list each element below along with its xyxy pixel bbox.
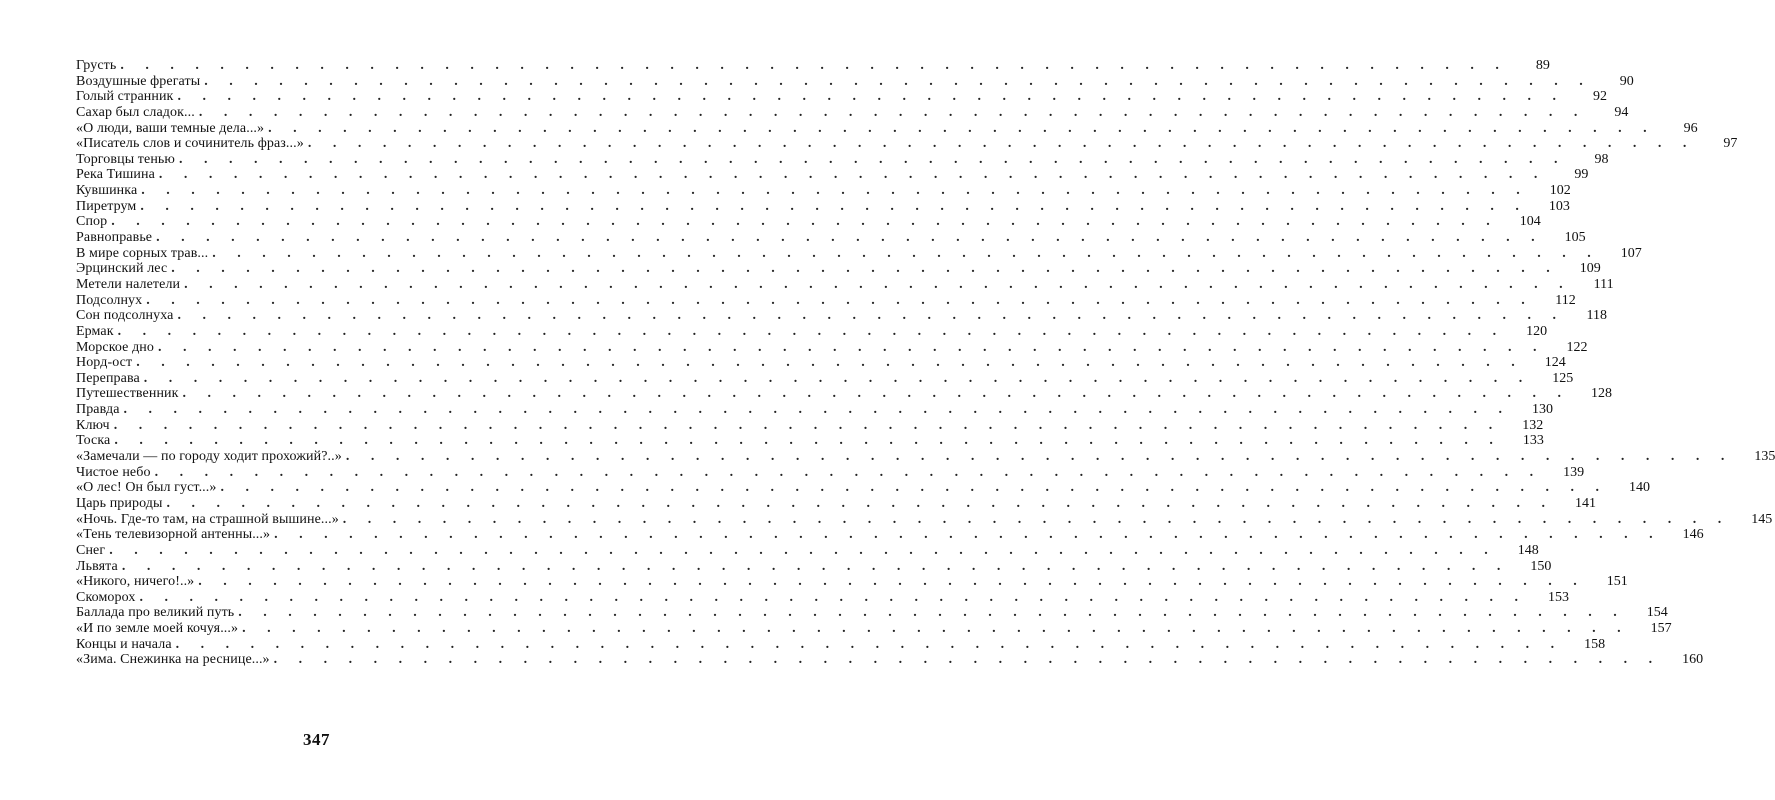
toc-leader-dots: . . . . . . . . . . . . . . . . . . . . . . . . . . . . . . . . . . . . . . . . . . . . . . . . . . . . . . . . bbox=[342, 511, 1731, 527]
toc-entry-title: «Зима. Снежинка на реснице...» bbox=[76, 652, 270, 668]
toc-entry bbox=[76, 589, 1569, 606]
toc-entry-title: Морское дно bbox=[76, 339, 155, 355]
toc-leader-dots: . . . . . . . . . . . . . . . . . . . . . . . . . . . . . . . . . . . . . . . . . . . . . . . . . . . . . . . . bbox=[198, 104, 1587, 120]
toc-leader-dots: . . . . . . . . . . . . . . . . . . . . . . . . . . . . . . . . . . . . . . . . . . . . . . . . . . . . . . . . bbox=[140, 198, 1528, 214]
toc-entry bbox=[76, 511, 1773, 528]
toc-entry bbox=[76, 58, 1550, 74]
toc-entry bbox=[76, 339, 1588, 356]
toc-entry-title: Грусть bbox=[76, 58, 117, 73]
toc-entry-page: 132 bbox=[1522, 417, 1544, 433]
toc-entry-page: 157 bbox=[1650, 621, 1672, 637]
toc-entry-title: Баллада про великий путь bbox=[76, 605, 235, 621]
toc-entry-title: Сахар был сладок... bbox=[76, 104, 195, 120]
toc-leader-dots: . . . . . . . . . . . . . . . . . . . . . . . . . . . . . . . . . . . . . . . . . . . . . . . . . . . . . . . . bbox=[121, 558, 1510, 574]
toc-entry-title: Воздушные фрегаты bbox=[76, 73, 201, 89]
toc-entry bbox=[76, 136, 1738, 152]
toc-entry bbox=[76, 73, 1634, 90]
toc-entry-page: 133 bbox=[1522, 433, 1544, 449]
toc-leader-dots: . . . . . . . . . . . . . . . . . . . . . . . . . . . . . . . . . . . . . . . . . . . . . . . . . . . . . . . . bbox=[274, 527, 1662, 543]
toc-entry bbox=[76, 386, 1613, 402]
toc-entry bbox=[76, 276, 1614, 293]
toc-entry-title: Подсолнух bbox=[76, 292, 143, 308]
toc-leader-dots: . . . . . . . . . . . . . . . . . . . . . . . . . . . . . . . . . . . . . . . . . . . . . . . . . . . . . . . . bbox=[175, 636, 1564, 652]
toc-entry-page: 112 bbox=[1555, 292, 1576, 308]
toc-entry-page: 148 bbox=[1517, 542, 1539, 558]
toc-leader-dots: . . . . . . . . . . . . . . . . . . . . . . . . . . . . . . . . . . . . . . . . . . . . . . . . . . . . . . . . bbox=[177, 308, 1565, 324]
toc-entry-title: «О люди, ваши темные дела...» bbox=[76, 120, 265, 136]
toc-entry-title: «Никого, ничего!..» bbox=[76, 574, 195, 590]
toc-entry-page: 97 bbox=[1723, 136, 1738, 152]
toc-entry-title: Тоска bbox=[76, 433, 111, 449]
toc-entry-page: 122 bbox=[1566, 339, 1588, 355]
toc-entry-page: 154 bbox=[1646, 605, 1668, 621]
toc-entry-title: Метели налетели bbox=[76, 276, 181, 292]
toc-leader-dots: . . . . . . . . . . . . . . . . . . . . . . . . . . . . . . . . . . . . . . . . . . . . . . . . . . . . . . . . bbox=[242, 621, 1630, 637]
toc-entry-title: Пиретрум bbox=[76, 198, 137, 214]
toc-entry-page: 89 bbox=[1535, 58, 1550, 73]
toc-leader-dots: . . . . . . . . . . . . . . . . . . . . . . . . . . . . . . . . . . . . . . . . . . . . . . . . . . . . . . . . bbox=[177, 89, 1565, 105]
toc-entry-page: 109 bbox=[1579, 261, 1601, 277]
toc-leader-dots: . . . . . . . . . . . . . . . . . . . . . . . . . . . . . . . . . . . . . . . . . . . . . . . . . . . . . . . . bbox=[198, 574, 1586, 590]
toc-leader-dots: . . . . . . . . . . . . . . . . . . . . . . . . . . . . . . . . . . . . . . . . . . . . . . . . . . . . . . . . bbox=[273, 652, 1662, 668]
toc-entry-page: 125 bbox=[1552, 370, 1574, 386]
toc-entry bbox=[76, 120, 1698, 137]
toc-entry bbox=[76, 542, 1539, 559]
toc-entry-page: 120 bbox=[1526, 323, 1548, 339]
toc-leader-dots: . . . . . . . . . . . . . . . . . . . . . . . . . . . . . . . . . . . . . . . . . . . . . . . . . . . . . . . . bbox=[120, 58, 1508, 73]
toc-leader-dots: . . . . . . . . . . . . . . . . . . . . . . . . . . . . . . . . . . . . . . . . . . . . . . . . . . . . . . . . bbox=[143, 370, 1532, 386]
toc-entry bbox=[76, 151, 1609, 168]
toc-entry-page: 145 bbox=[1751, 511, 1773, 527]
toc-entry-title: Торговцы тенью bbox=[76, 151, 175, 167]
toc-entry-page: 104 bbox=[1519, 214, 1541, 230]
toc-entry-title: Равноправье bbox=[76, 230, 153, 246]
toc-entry-page: 111 bbox=[1593, 276, 1614, 292]
toc-entry-page: 139 bbox=[1563, 464, 1585, 480]
toc-entry-page: 107 bbox=[1620, 245, 1642, 261]
toc-leader-dots: . . . . . . . . . . . . . . . . . . . . . . . . . . . . . . . . . . . . . . . . . . . . . . . . . . . . . . . . bbox=[146, 292, 1534, 308]
toc-entry bbox=[76, 355, 1566, 371]
toc-entry bbox=[76, 636, 1606, 653]
toc-entry bbox=[76, 449, 1775, 465]
toc-entry-page: 151 bbox=[1606, 574, 1628, 590]
toc-entry bbox=[76, 183, 1571, 199]
toc-leader-dots: . . . . . . . . . . . . . . . . . . . . . . . . . . . . . . . . . . . . . . . . . . . . . . . . . . . . . . . . bbox=[238, 605, 1626, 621]
toc-entry bbox=[76, 292, 1576, 309]
toc-leader-dots: . . . . . . . . . . . . . . . . . . . . . . . . . . . . . . . . . . . . . . . . . . . . . . . . . . . . . . . . bbox=[123, 402, 1512, 418]
toc-entry-title: Сон подсолнуха bbox=[76, 308, 174, 324]
toc-entry bbox=[76, 402, 1554, 418]
toc-leader-dots: . . . . . . . . . . . . . . . . . . . . . . . . . . . . . . . . . . . . . . . . . . . . . . . . . . . . . . . . bbox=[268, 120, 1656, 136]
toc-leader-dots: . . . . . . . . . . . . . . . . . . . . . . . . . . . . . . . . . . . . . . . . . . . . . . . . . . . . . . . . bbox=[212, 245, 1600, 261]
toc-entry-page: 124 bbox=[1544, 355, 1566, 371]
toc-entry bbox=[76, 167, 1589, 183]
toc-leader-dots: . . . . . . . . . . . . . . . . . . . . . . . . . . . . . . . . . . . . . . . . . . . . . . . . . . . . . . . . bbox=[166, 495, 1555, 511]
toc-entry-page: 99 bbox=[1574, 167, 1589, 183]
toc-leader-dots: . . . . . . . . . . . . . . . . . . . . . . . . . . . . . . . . . . . . . . . . . . . . . . . . . . . . . . . . bbox=[156, 230, 1544, 246]
toc-entry-page: 94 bbox=[1614, 104, 1629, 120]
toc-entry-page: 105 bbox=[1564, 230, 1586, 246]
toc-entry-page: 153 bbox=[1547, 589, 1569, 605]
toc-leader-dots: . . . . . . . . . . . . . . . . . . . . . . . . . . . . . . . . . . . . . . . . . . . . . . . . . . . . . . . . bbox=[136, 355, 1524, 371]
toc-entry bbox=[76, 480, 1650, 496]
toc-leader-dots: . . . . . . . . . . . . . . . . . . . . . . . . . . . . . . . . . . . . . . . . . . . . . . . . . . . . . . . . bbox=[178, 151, 1567, 167]
toc-entry-title: «О лес! Он был густ...» bbox=[76, 480, 217, 496]
toc-entry-page: 141 bbox=[1575, 495, 1597, 511]
toc-entry bbox=[76, 652, 1704, 668]
toc-entry-title: «Ночь. Где-то там, на страшной вышине...» bbox=[76, 511, 339, 527]
toc-entry-title: Царь природы bbox=[76, 495, 163, 511]
toc-leader-dots: . . . . . . . . . . . . . . . . . . . . . . . . . . . . . . . . . . . . . . . . . . . . . . . . . . . . . . . . bbox=[220, 480, 1608, 496]
toc-entry bbox=[76, 605, 1668, 621]
toc-entry-title: Путешественник bbox=[76, 386, 179, 402]
table-of-contents bbox=[76, 58, 1775, 668]
toc-entry bbox=[76, 433, 1544, 449]
page-number: 347 bbox=[303, 730, 330, 749]
toc-entry-title: Концы и начала bbox=[76, 636, 172, 652]
toc-entry-page: 146 bbox=[1682, 527, 1704, 543]
toc-leader-dots: . . . . . . . . . . . . . . . . . . . . . . . . . . . . . . . . . . . . . . . . . . . . . . . . . . . . . . . . bbox=[307, 136, 1696, 152]
toc-entry bbox=[76, 230, 1586, 246]
toc-entry-page: 130 bbox=[1532, 402, 1554, 418]
toc-entry-page: 150 bbox=[1530, 558, 1552, 574]
toc-leader-dots: . . . . . . . . . . . . . . . . . . . . . . . . . . . . . . . . . . . . . . . . . . . . . . . . . . . . . . . . bbox=[158, 167, 1547, 183]
toc-leader-dots: . . . . . . . . . . . . . . . . . . . . . . . . . . . . . . . . . . . . . . . . . . . . . . . . . . . . . . . . bbox=[141, 183, 1529, 199]
toc-leader-dots: . . . . . . . . . . . . . . . . . . . . . . . . . . . . . . . . . . . . . . . . . . . . . . . . . . . . . . . . bbox=[158, 339, 1546, 355]
toc-entry bbox=[76, 308, 1607, 324]
toc-entry bbox=[76, 417, 1544, 434]
toc-entry-title: Чистое небо bbox=[76, 464, 151, 480]
toc-entry-title: Эрцинский лес bbox=[76, 261, 168, 277]
toc-leader-dots: . . . . . . . . . . . . . . . . . . . . . . . . . . . . . . . . . . . . . . . . . . . . . . . . . . . . . . . . bbox=[171, 261, 1559, 277]
toc-entry-title: «Писатель слов и сочинитель фраз...» bbox=[76, 136, 304, 152]
toc-entry bbox=[76, 621, 1672, 637]
toc-leader-dots: . . . . . . . . . . . . . . . . . . . . . . . . . . . . . . . . . . . . . . . . . . . . . . . . . . . . . . . . bbox=[204, 73, 1592, 89]
toc-leader-dots: . . . . . . . . . . . . . . . . . . . . . . . . . . . . . . . . . . . . . . . . . . . . . . . . . . . . . . . . bbox=[109, 542, 1497, 558]
toc-entry-title: Правда bbox=[76, 402, 120, 418]
toc-leader-dots: . . . . . . . . . . . . . . . . . . . . . . . . . . . . . . . . . . . . . . . . . . . . . . . . . . . . . . . . bbox=[114, 433, 1502, 449]
toc-entry-page: 135 bbox=[1754, 449, 1775, 465]
toc-entry bbox=[76, 104, 1629, 121]
toc-entry-title: Львята bbox=[76, 558, 118, 574]
toc-entry-title: Ермак bbox=[76, 323, 114, 339]
toc-entry bbox=[76, 574, 1628, 590]
toc-entry-page: 90 bbox=[1619, 73, 1634, 89]
toc-leader-dots: . . . . . . . . . . . . . . . . . . . . . . . . . . . . . . . . . . . . . . . . . . . . . . . . . . . . . . . . bbox=[113, 417, 1502, 433]
toc-entry-page: 140 bbox=[1628, 480, 1650, 496]
toc-entry bbox=[76, 214, 1541, 230]
toc-leader-dots: . . . . . . . . . . . . . . . . . . . . . . . . . . . . . . . . . . . . . . . . . . . . . . . . . . . . . . . . bbox=[111, 214, 1499, 230]
toc-entry-title: «Тень телевизорной антенны...» bbox=[76, 527, 271, 543]
toc-entry-page: 102 bbox=[1549, 183, 1571, 199]
toc-entry bbox=[76, 370, 1574, 387]
toc-entry bbox=[76, 245, 1642, 262]
toc-entry-title: Ключ bbox=[76, 417, 110, 433]
toc-leader-dots: . . . . . . . . . . . . . . . . . . . . . . . . . . . . . . . . . . . . . . . . . . . . . . . . . . . . . . . . bbox=[184, 276, 1572, 292]
toc-entry-title: «Замечали — по городу ходит прохожий?..» bbox=[76, 449, 342, 465]
toc-entry bbox=[76, 527, 1704, 543]
toc-entry-page: 103 bbox=[1548, 198, 1570, 214]
toc-entry bbox=[76, 323, 1548, 340]
toc-entry-page: 158 bbox=[1584, 636, 1606, 652]
toc-entry bbox=[76, 198, 1570, 215]
toc-entry-page: 128 bbox=[1591, 386, 1613, 402]
toc-entry-page: 160 bbox=[1682, 652, 1704, 668]
toc-leader-dots: . . . . . . . . . . . . . . . . . . . . . . . . . . . . . . . . . . . . . . . . . . . . . . . . . . . . . . . . bbox=[345, 449, 1734, 465]
toc-entry-title: Спор bbox=[76, 214, 108, 230]
toc-entry-page: 118 bbox=[1586, 308, 1607, 324]
toc-leader-dots: . . . . . . . . . . . . . . . . . . . . . . . . . . . . . . . . . . . . . . . . . . . . . . . . . . . . . . . . bbox=[117, 323, 1506, 339]
toc-entry-title: В мире сорных трав... bbox=[76, 245, 209, 261]
toc-entry-title: «И по земле моей кочуя...» bbox=[76, 621, 239, 637]
toc-leader-dots: . . . . . . . . . . . . . . . . . . . . . . . . . . . . . . . . . . . . . . . . . . . . . . . . . . . . . . . . bbox=[182, 386, 1571, 402]
toc-entry-title: Скоморох bbox=[76, 589, 136, 605]
toc-entry bbox=[76, 495, 1597, 512]
toc-leader-dots: . . . . . . . . . . . . . . . . . . . . . . . . . . . . . . . . . . . . . . . . . . . . . . . . . . . . . . . . bbox=[139, 589, 1527, 605]
toc-entry-page: 98 bbox=[1594, 151, 1609, 167]
toc-leader-dots: . . . . . . . . . . . . . . . . . . . . . . . . . . . . . . . . . . . . . . . . . . . . . . . . . . . . . . . . bbox=[154, 464, 1543, 480]
toc-entry bbox=[76, 261, 1601, 277]
toc-entry-page: 92 bbox=[1592, 89, 1607, 105]
toc-entry-title: Снег bbox=[76, 542, 106, 558]
toc-entry-title: Река Тишина bbox=[76, 167, 155, 183]
toc-entry-page: 96 bbox=[1683, 120, 1698, 136]
toc-entry-title: Кувшинка bbox=[76, 183, 138, 199]
toc-entry bbox=[76, 89, 1607, 105]
toc-entry bbox=[76, 558, 1552, 575]
toc-entry-title: Переправа bbox=[76, 370, 140, 386]
toc-entry-title: Голый странник bbox=[76, 89, 174, 105]
toc-entry-title: Норд-ост bbox=[76, 355, 133, 371]
toc-entry bbox=[76, 464, 1585, 481]
